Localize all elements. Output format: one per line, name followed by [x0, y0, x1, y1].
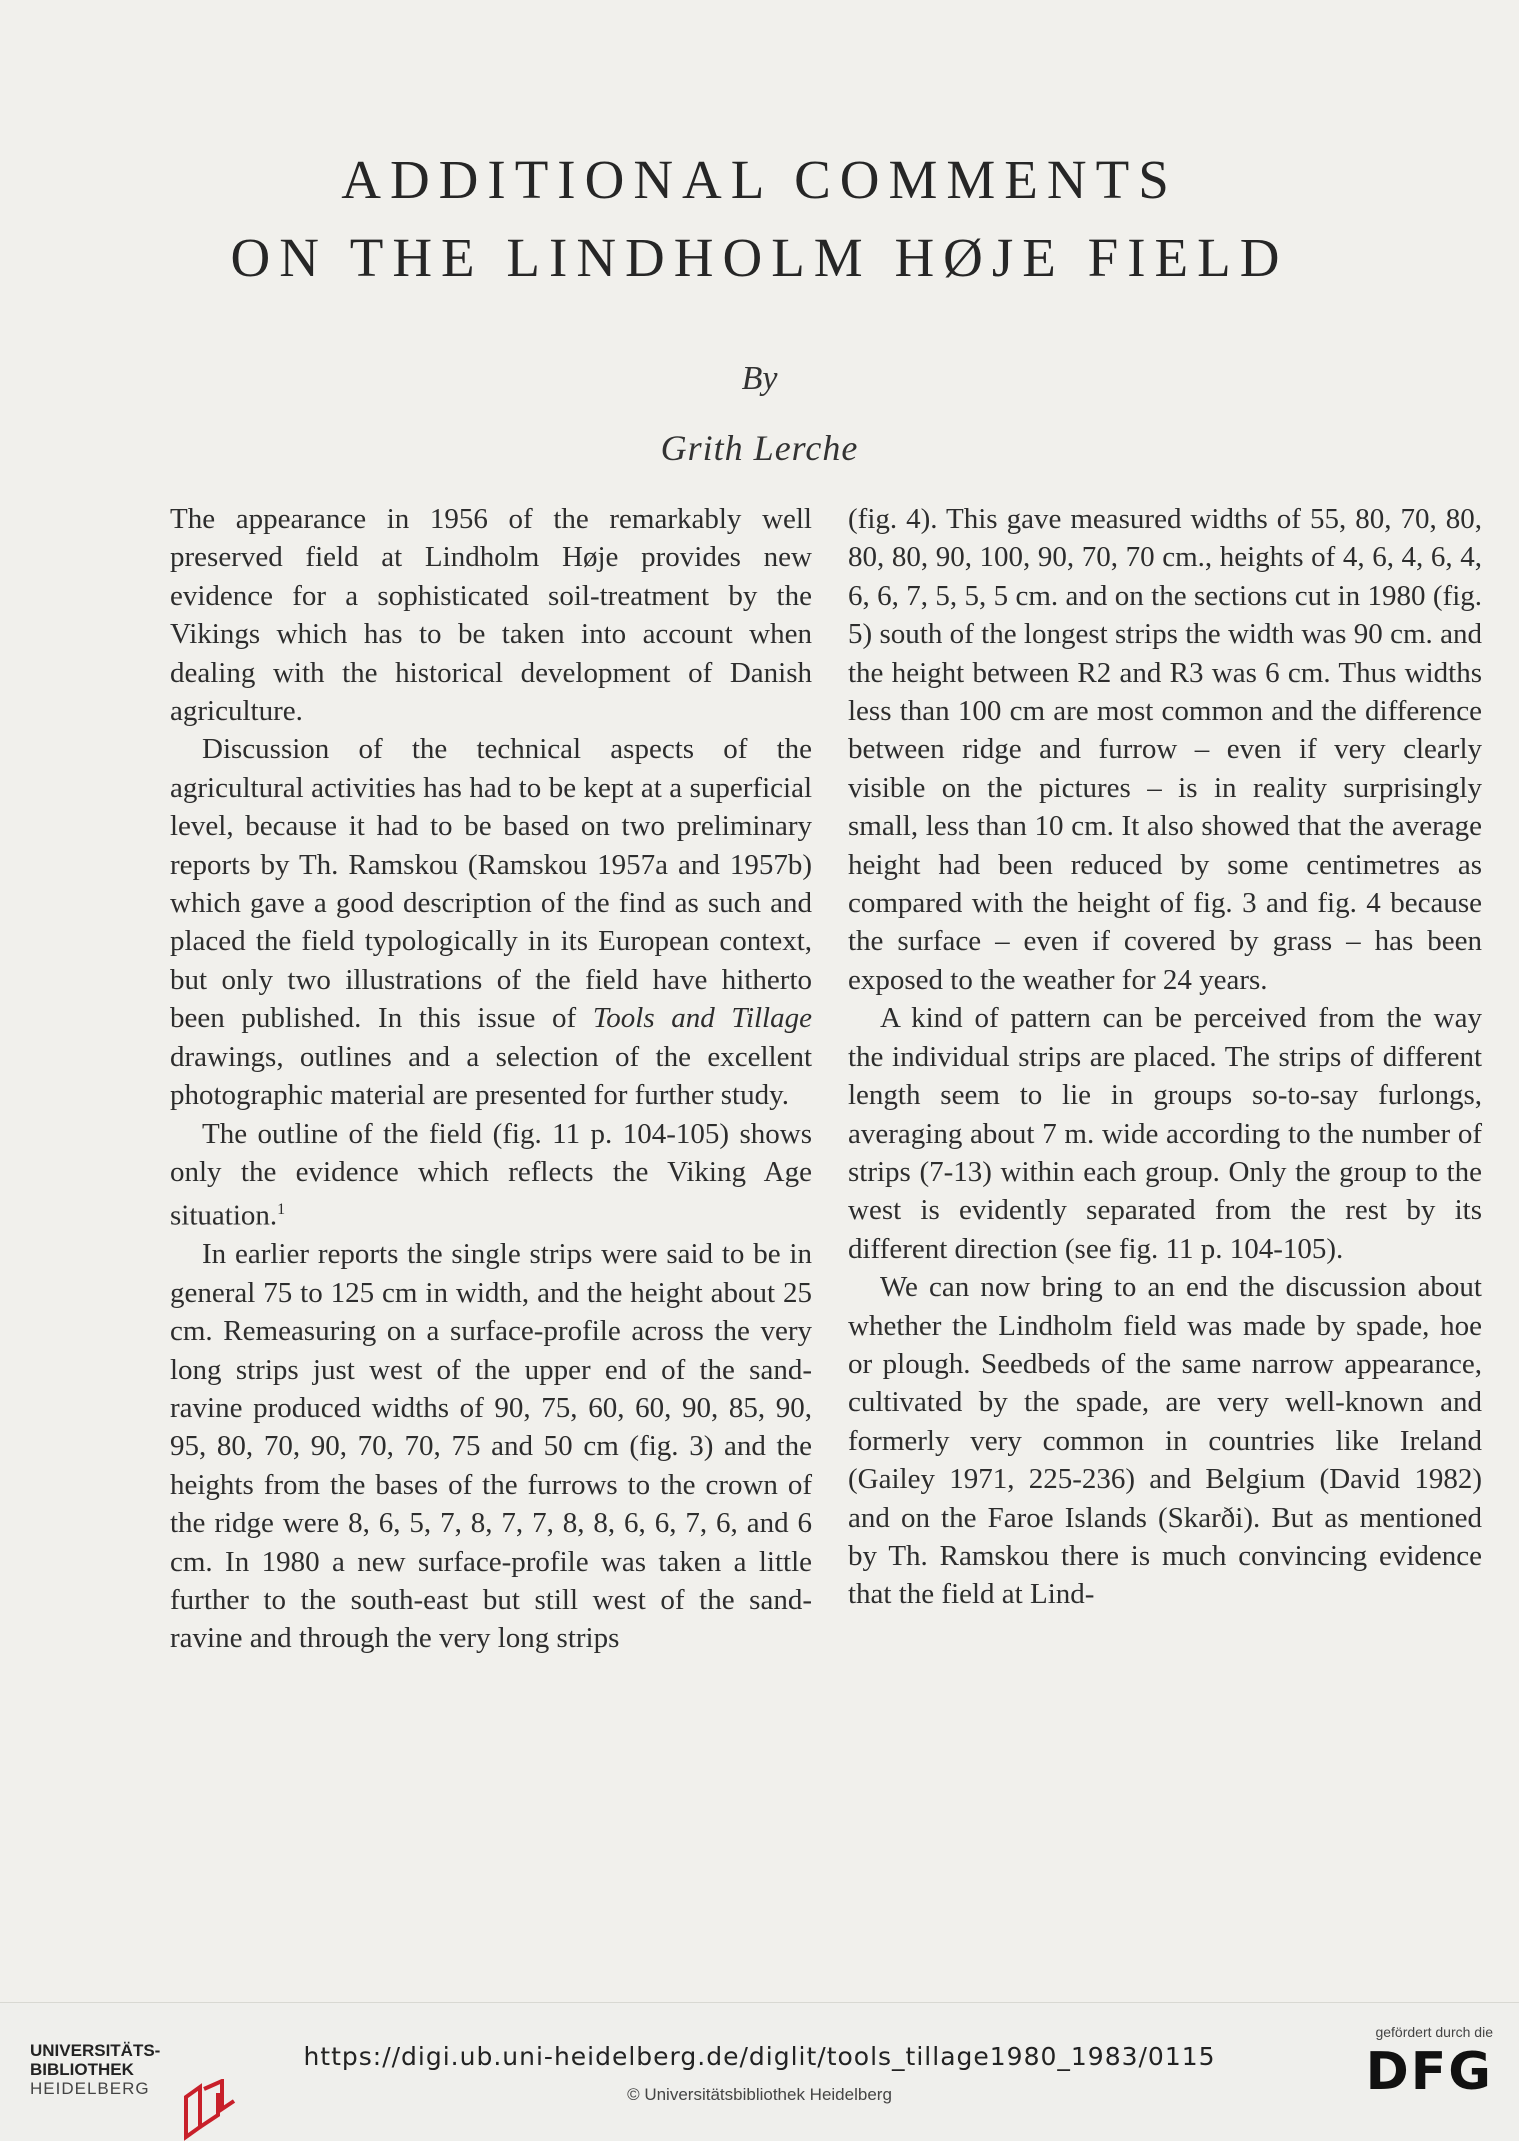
author-name: Grith Lerche [660, 428, 859, 468]
article-title-line-1: ADDITIONAL COMMENTS [341, 149, 1178, 210]
paragraph: The appearance in 1956 of the remarkably well preserved field at Lindholm Høje provides new evidence for a sophisticated soil-treatment by the Vikings which has to be taken into account when dealing with the historical development of Danish agriculture. [170, 503, 812, 728]
journal-title-italic: Tools and Tillage [592, 1002, 812, 1035]
paragraph: Discussion of the technical aspects of the agricultural activities has had to be kept at a superficial level, because it had to be based on two preliminary reports by Th. Ramskou (Ramskou 1957a and 1957b) which gave a good description of the find as such and placed the field typologically in its European context, but only two illustrations of the field have hitherto been published. In this issue of Tools and Tillage drawings, outlines and a selection of the excellent photographic material are presented for further study. [170, 733, 812, 1112]
dfg-logo-text: DFG [1365, 2042, 1493, 2102]
library-name-line-3: HEIDELBERG [30, 2079, 150, 2098]
article-title-line-2: ON THE LINDHOLM HØJE FIELD [230, 227, 1289, 288]
library-name-line-2: BIBLIOTHEK [30, 2060, 134, 2079]
funding-note: gefördert durch die [1375, 2024, 1493, 2040]
paragraph: The outline of the field (fig. 11 p. 104-105) shows only the evidence which reflects the Viking Age situation.$^1$ [170, 1117, 812, 1232]
library-name-line-1: UNIVERSITÄTS- [30, 2041, 161, 2060]
paragraph: In earlier reports the single strips were said to be in general 75 to 125 cm in width, and the height about 25 cm. Remeasuring on a surface-profile across the very long strips just west of the upper end of the sand-ravine produced widths of 90, 75, 60, 60, 90, 85, 90, 95, 80, 70, 90, 70, 70, 75 and 50 cm (fig. 3) and the heights from the bases of the furrows to the crown of the ridge were 8, 6, 5, 7, 8, 7, 7, 8, 8, 6, 6, 7, 6, and 6 cm. In 1980 a new surface-profile was taken a little further to the south-east but still west of the sand-ravine and through the very long strips [170, 1238, 812, 1655]
paragraph: A kind of pattern can be perceived from the way the individual strips are placed. The strips of different length seem to lie in groups so-to-say furlongs, averaging about 7 m. wide according to the number of strips (7-13) within each group. Only the group to the west is evidently separated from the rest by its different direction (see fig. 11 p. 104-105). [848, 1002, 1482, 1265]
footnote-marker: 1 [277, 1201, 286, 1219]
dfg-funding-logo[interactable] [1353, 2024, 1493, 2104]
left-text-column [170, 500, 812, 1658]
viewer-footer [0, 2002, 1519, 2141]
right-text-column [848, 500, 1482, 1614]
paragraph: (fig. 4). This gave measured widths of 55, 80, 70, 80, 80, 80, 90, 100, 90, 70, 70 cm., heights of 4, 6, 4, 6, 4, 6, 6, 7, 5, 5, 5 cm. and on the sections cut in 1980 (fig. 5) south of the longest strips the width was 90 cm. and the height between R2 and R3 was 6 cm. Thus widths less than 100 cm are most common and the difference between ridge and furrow – even if very clearly visible on the pictures – is in reality surprisingly small, less than 10 cm. It also showed that the average height had been reduced by some centimetres as compared with the height of fig. 3 and fig. 4 because the surface – even if covered by grass – has been exposed to the weather for 24 years. [848, 503, 1482, 996]
paragraph: We can now bring to an end the discussion about whether the Lindholm field was made by spade, hoe or plough. Seedbeds of the same narrow appearance, cultivated by the spade, are very well-known and formerly very common in countries like Ireland (Gailey 1971, 225-236) and Belgium (David 1982) and on the Faroe Islands (Skarði). But as mentioned by Th. Ramskou there is much convincing evidence that the field at Lind- [848, 1271, 1482, 1611]
copyright-notice: © Universitätsbibliothek Heidelberg [627, 2085, 892, 2104]
permalink-url[interactable]: https://digi.ub.uni-heidelberg.de/diglit/tools_tillage1980_1983/0115 [303, 2042, 1216, 2071]
byline-label: By [741, 360, 778, 397]
